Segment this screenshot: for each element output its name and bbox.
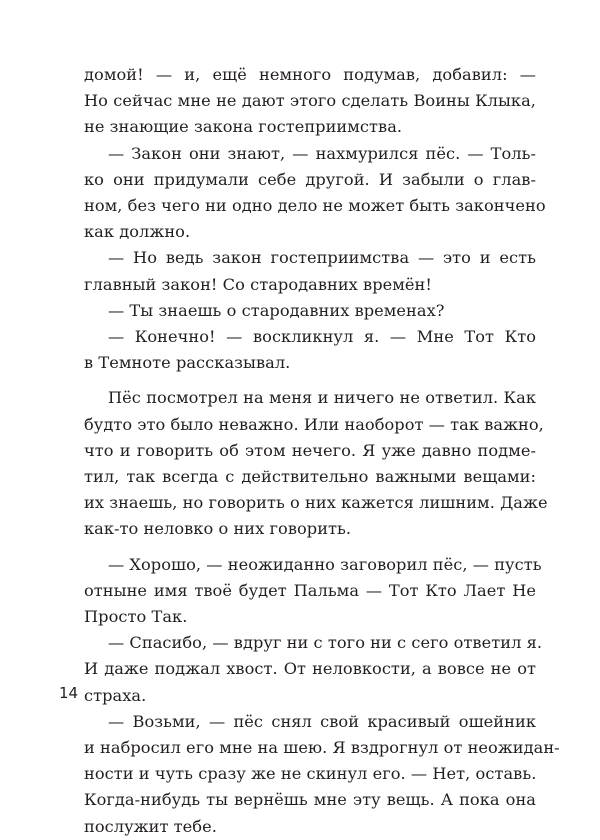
text-line: отныне имя твоё будет Пальма — Тот Кто Лает Не bbox=[84, 580, 536, 600]
text-line: ко они придумали себе другой. И забыли о глав- bbox=[84, 169, 536, 189]
text-line: что и говорить об этом нечего. Я уже давно подме- bbox=[84, 440, 536, 460]
paragraph-1 bbox=[84, 62, 536, 141]
text-line: Просто Так. bbox=[84, 607, 188, 627]
text-line: ном, без чего ни одно дело не может быть закончено bbox=[84, 196, 546, 216]
paragraph-7 bbox=[84, 552, 542, 631]
text-line: не знающие закона гостеприимства. bbox=[84, 117, 403, 137]
text-line: как-то неловко о них говорить. bbox=[84, 519, 352, 539]
text-line: Но сейчас мне не дают этого сделать Воины Клыка, bbox=[84, 91, 536, 111]
text-line: — Конечно! — воскликнул я. — Мне Тот Кто bbox=[108, 327, 536, 347]
text-line: их знаешь, но говорить о них кажется лишним. Даже bbox=[84, 493, 548, 513]
text-line: Когда-нибудь ты вернёшь мне эту вещь. А пока она bbox=[84, 790, 536, 810]
page-number: 14 bbox=[59, 684, 79, 702]
text-line: — Ты знаешь о стародавних временах? bbox=[108, 300, 445, 320]
text-line: главный закон! Со стародавних времён! bbox=[84, 274, 432, 294]
text-line: тил, так всегда с действительно важными вещами: bbox=[84, 467, 536, 487]
text-line: И даже поджал хвост. От неловкости, а вовсе не от bbox=[84, 659, 536, 679]
text-line: и набросил его мне на шею. Я вздрогнул от неожидан- bbox=[84, 738, 560, 758]
paragraph-3 bbox=[84, 245, 536, 297]
text-line: домой! — и, ещё немного подумав, добавил: — bbox=[84, 65, 536, 84]
paragraph-5 bbox=[84, 324, 536, 376]
book-page-text bbox=[84, 62, 560, 840]
text-line: — Хорошо, — неожиданно заговорил пёс, — пусть bbox=[108, 554, 542, 574]
text-line: ности и чуть сразу же не скинул его. — Нет, оставь. bbox=[84, 764, 537, 784]
text-line: в Темноте рассказывал. bbox=[84, 353, 291, 373]
text-line: как должно. bbox=[84, 222, 191, 242]
paragraph-6 bbox=[84, 385, 548, 542]
text-line: — Но ведь закон гостеприимства — это и есть bbox=[108, 248, 536, 268]
text-line: послужит тебе. bbox=[84, 816, 217, 836]
paragraph-9 bbox=[84, 709, 560, 840]
text-line: — Закон они знают, — нахмурился пёс. — Толь- bbox=[108, 143, 536, 163]
text-line: будто это было неважно. Или наоборот — так важно, bbox=[84, 414, 544, 434]
paragraph-2 bbox=[84, 141, 546, 246]
text-line: — Возьми, — пёс снял свой красивый ошейник bbox=[108, 711, 536, 731]
text-line: — Спасибо, — вдруг ни с того ни с сего ответил я. bbox=[108, 633, 543, 653]
text-line: страха. bbox=[84, 685, 147, 705]
paragraph-4 bbox=[84, 298, 536, 324]
paragraph-8 bbox=[84, 630, 543, 709]
text-line: Пёс посмотрел на меня и ничего не ответил. Как bbox=[108, 388, 536, 408]
